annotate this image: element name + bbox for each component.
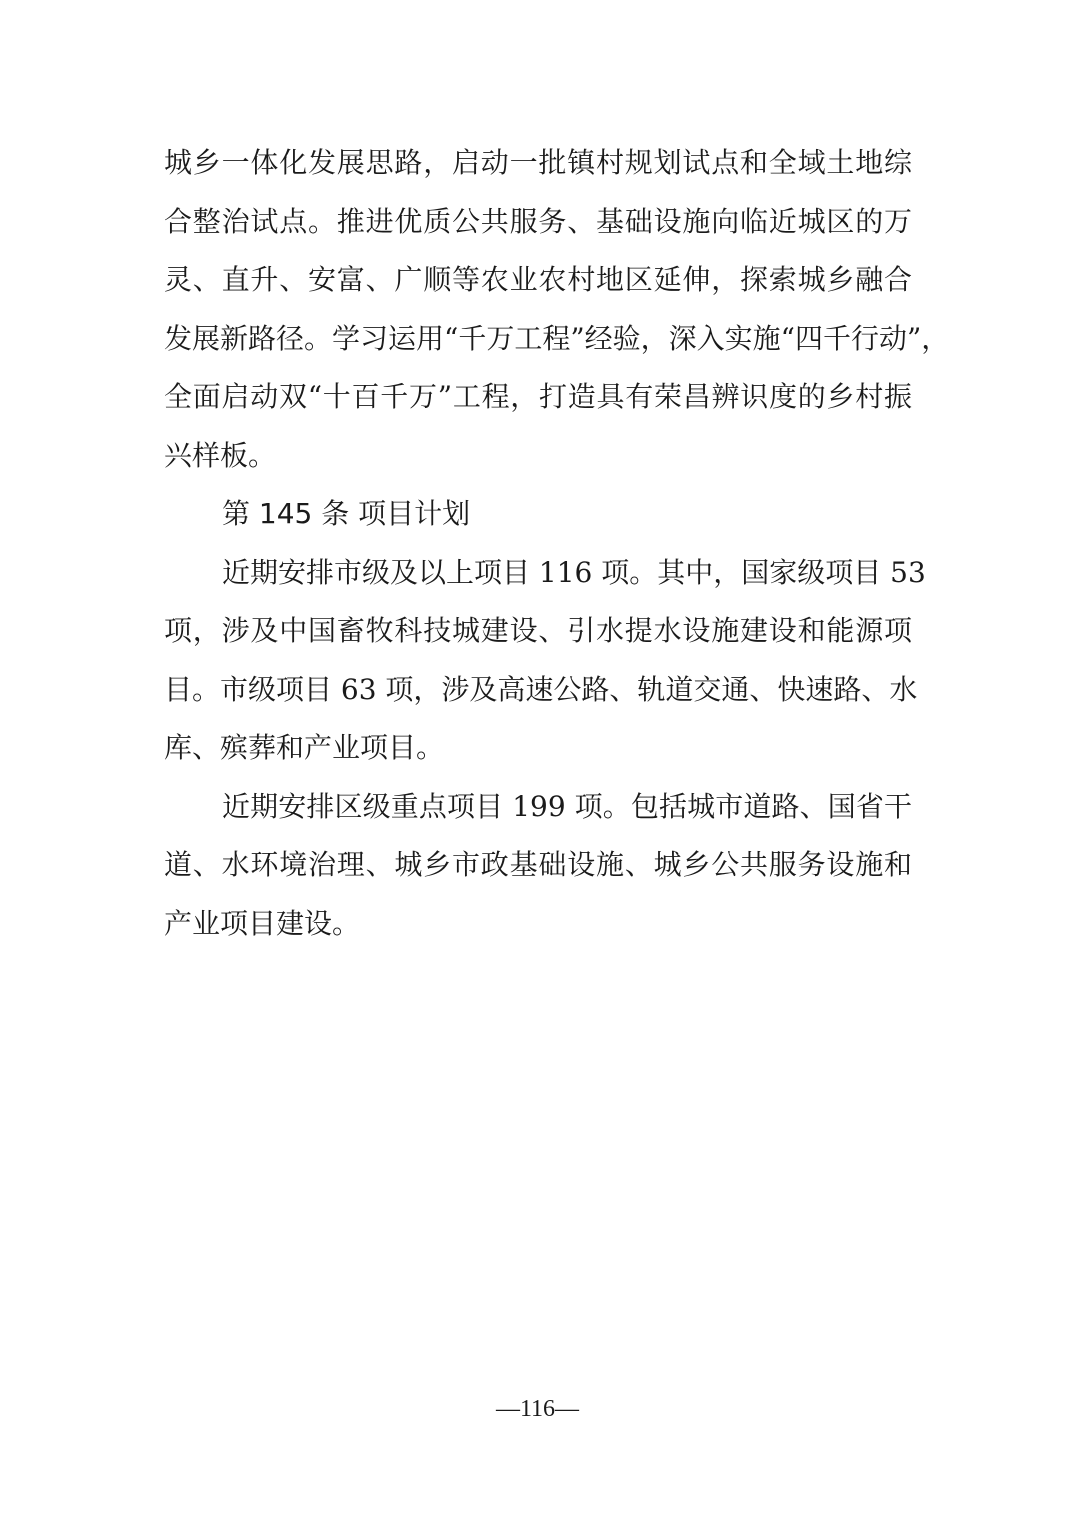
text-line: 合整治试点。推进优质公共服务、基础设施向临近城区的万	[164, 204, 912, 238]
text-line: 兴样板。	[164, 438, 277, 472]
text-line: 目。市级项目 63 项，涉及高速公路、轨道交通、快速路、水	[164, 672, 918, 706]
paragraph-intro	[164, 134, 950, 485]
text-line: 全面启动双“十百千万”工程，打造具有荣昌辨识度的乡村振	[164, 380, 912, 413]
text-line: 产业项目建设。	[164, 906, 361, 940]
text-line: 近期安排区级重点项目 199 项。包括城市道路、国省干	[222, 789, 912, 823]
text-line: 库、殡葬和产业项目。	[164, 731, 445, 764]
page-number: —116—	[495, 1396, 580, 1422]
text-line: 发展新路径。学习运用“千万工程”经验，深入实施“四千行动”，	[164, 321, 950, 355]
text-line: 道、水环境治理、城乡市政基础设施、城乡公共服务设施和	[164, 848, 912, 881]
text-line: 近期安排市级及以上项目 116 项。其中，国家级项目 53	[222, 555, 926, 589]
document-body	[164, 134, 950, 953]
paragraph-district-projects	[164, 778, 912, 954]
text-line: 项，涉及中国畜牧科技城建设、引水提水设施建设和能源项	[164, 614, 912, 647]
paragraph-city-projects	[164, 544, 926, 778]
article-heading: 第 145 条 项目计划	[222, 497, 471, 530]
text-line: 城乡一体化发展思路，启动一批镇村规划试点和全域土地综	[164, 146, 912, 179]
text-line: 灵、直升、安富、广顺等农业农村地区延伸，探索城乡融合	[164, 263, 912, 296]
